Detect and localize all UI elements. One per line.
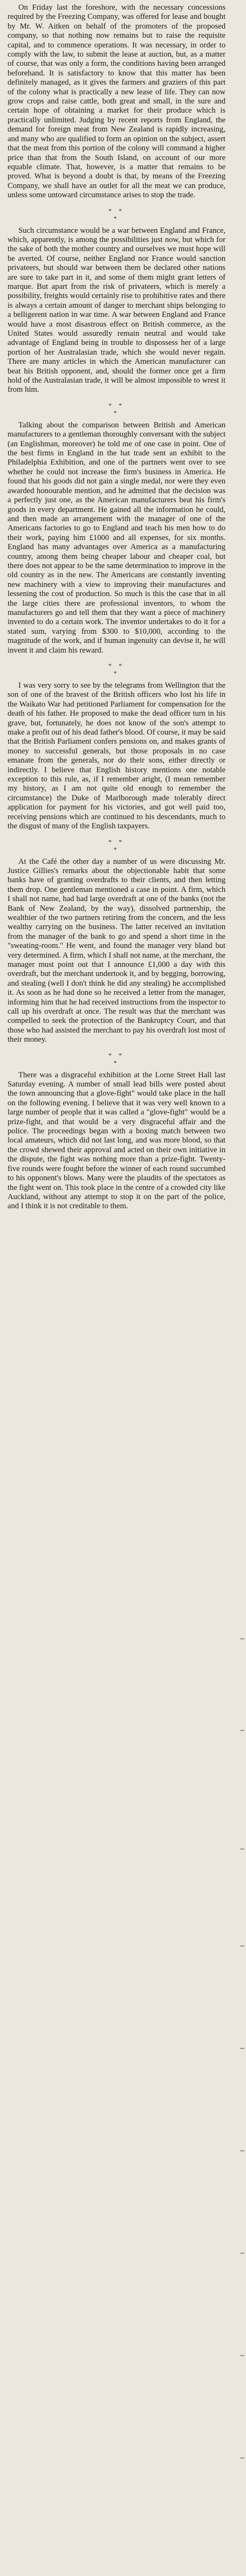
separator-glyphs: * * xyxy=(108,401,125,409)
paragraph-compensation-petition: I was very sorry to see by the telegrams from Wellington that the son of one of the bravest of the British officers who lost his life in the Waikato War had petitioned Parliament for compensation for the death of his father. He proposed to make the dead officer turn in his grave, but, fortunately, he does not know of the son's attempt to make a profit out of his dead father's blood. Of course, it may be said that the British Parliament confers pensions on, and makes grants of money to successful generals, but those proposals in no case emanate from the generals, nor do their sons, either directly or indirectly. I believe that English history mentions one notable exception to this rule, as, if I remember aright, (I mean remember my history, as I am not quite old enough to remember the circumstance) the Duke of Marlborough made tolerably direct application for payment for his victories, and got well paid too, receiving pensions which are continued to his descendants, much to the disgust of many of the English taxpayers. xyxy=(8,681,226,831)
separator-glyphs: * * xyxy=(108,206,125,214)
separator-glyphs: * * xyxy=(108,837,125,846)
scan-mark xyxy=(240,2457,244,2459)
scan-mark xyxy=(240,2355,244,2356)
paragraph-bank-overdrafts: At the Café the other day a number of us were discussing Mr. Justice Gillies's remarks about the objectionable habit that some banks have of granting overdrafts to their clients, and then letting them drop. One gentleman mentioned a case in point. A firm, which I shall not name, had had large overdraft at one of the banks (not the Bank of New Zealand, by the way), dissolved partnership, the wealthier of the two partners retiring from the concern, and the less wealthy carrying on the business. The latter received an invitation from the manager of the bank to go and spend a short time in the "sweating-room." He went, and found the manager very bland but very determined. A firm, which I shall not name, at the merchant, the manager must point out that I announce £1,000 a day with this overdraft, but the merchant undertook it, and by begging, borrowing, and stealing (well I don't think he did any stealing) he accomplished it. As soon as he had done so he received a letter from the manager, informing him that he had received instructions from the inspector to call up his overdraft at once. The result was that the merchant was compelled to seek the protection of the Bankruptcy Court, and that those who had assisted the merchant to pay his overdraft lost most of their money. xyxy=(8,857,226,1044)
scan-mark xyxy=(240,1945,244,1947)
separator-glyphs: * xyxy=(113,214,120,222)
paragraph-war-england-france: Such circumstance would be a war between England and France, which, apparently, is among the possibilities just now, but which for the sake of both the mother country and ourselves we must hope will be averted. Of course, neither England nor France would sanction privateers, but should war between them be declared other nations are sure to take part in it, and some of them might grant letters of marque. But apart from the risk of privateers, which is merely a possibility, freights would certainly rise to prohibitive rates and there is always a certain amount of danger to merchant ships belonging to a belligerent nation in war time. A war between England and France would have a most disastrous effect on British commerce, as the United States would assuredly remain neutral and would take advantage of England being in trouble to dispossess her of a large portion of her Australasian trade, which she would never regain. There are many articles in which the American manufacturer can beat his British opponent, and, should the former once get a firm hold of the Australasian trade, it will be almost impossible to wrest it from him. xyxy=(8,226,226,394)
paragraph-british-american-manufacturers: Talking about the comparison between British and American manufacturers to a gentleman thoroughly conversant with the subject (an Englishman, moreover) he told me of one case in point. One of the best firms in England in the hat trade sent an exhibit to the Philadelphia Exhibition, and one of the partners went over to see whether he could not increase the firm's business in America. He found that his goods did not gain a single medal, nor were they even awarded honourable mention, and he admitted that the decision was a perfectly just one, as the American manufacturers beat his firm's goods in every department. He gained all the information he could, and then made an arrangement with the manager of one of the Americans factories to go to England and teach his men how to do their work, paying him £1000 and all expenses, for six months. England has many advantages over America as a manufacturing country, among them being cheaper labour and cheaper coal, but there does not appear to be the same determination to improve in the old country as in the new. The Americans are constantly inventing new machinery with a view to improving their manufactures and lessening the cost of production. So much is this the case that in all the large cities there are professional inventors, to whom the manufacturers go and tell them that they want a piece of machinery invented to do a certain work. The inventor undertakes to do it for a stated sum, varying from $300 to $10,000, according to the magnitude of the work, and if human ingenuity can devise it, he will invent it and claim his reward. xyxy=(8,420,226,655)
scan-mark xyxy=(240,2048,244,2049)
paragraph-freezing-company: On Friday last the foreshore, with the necessary concessions required by the Freezing Company, was offered for lease and bought by Mr. W. Aitken on behalf of the promoters of the proposed company, so that nothing now remains but to raise the requisite capital, and to commence operations. It was necessary, in order to comply with the law, to submit the lease at auction, but, as a matter of course, that was only a form, the conditions having been arranged beforehand. It is satisfactory to know that this matter has been definitely managed, as it gives the farmers and graziers of this part of the colony what is practically a new lease of life. They can now grow crops and raise cattle, both great and small, in the sure and certain hope of obtaining a market for their produce which is practically unlimited. Judging by recent reports from England, the demand for foreign meat from New Zealand is rapidly increasing, and many who are qualified to form an opinion on the subject, assert that the meat from this portion of the colony will command a higher price than that from the South Island, on account of our more equable climate. That, however, is a matter that remains to be proved. What is beyond a doubt is that, by means of the Freezing Company, we shall have an outlet for all the meat we can produce, unless some untoward circumstance arises to stop the trade. xyxy=(8,3,226,200)
scan-mark xyxy=(240,2253,244,2254)
paragraph-glove-fight: There was a disgraceful exhibition at the Lorne Street Hall last Saturday evening. A number of small lead bills were posted about the town announcing that a glove-fight" would take place in the hall on the following evening. I believe that it was very well known to a large number of people that it was called a "glove-fight" would be a prize-fight, and that would be a very disgraceful affair and the police. The proceedings began with a boxing match between two local amateurs, which did not last long, and was more blood, so that the crowd shewed their approval and acted on their own initiative in the dispute, the fight was nothing more than a prize-fight. Twenty-five rounds were fought before the winner of each round succumbed to his opponent's blows. Many were the plaudits of the spectators as the fight went on. This took place in the centre of a crowded city like Auckland, without any attempt to stop it on the part of the police, and I think it is not creditable to them. xyxy=(8,1070,226,1211)
article-column xyxy=(8,3,226,1211)
separator-glyphs: * xyxy=(113,408,120,417)
separator-glyphs: * * xyxy=(108,1051,125,1059)
section-separator xyxy=(8,662,226,677)
separator-glyphs: * xyxy=(113,669,120,677)
scan-mark xyxy=(240,2150,244,2151)
separator-glyphs: * xyxy=(113,845,120,853)
section-separator xyxy=(8,1051,226,1067)
margin-scan-marks xyxy=(238,1617,246,2533)
scan-mark xyxy=(240,1848,244,1850)
separator-glyphs: * xyxy=(113,1058,120,1067)
scan-mark xyxy=(240,1730,244,1731)
section-separator xyxy=(8,401,226,417)
separator-glyphs: * * xyxy=(108,662,125,669)
section-separator xyxy=(8,207,226,222)
scan-mark xyxy=(240,1638,244,1639)
section-separator xyxy=(8,838,226,853)
